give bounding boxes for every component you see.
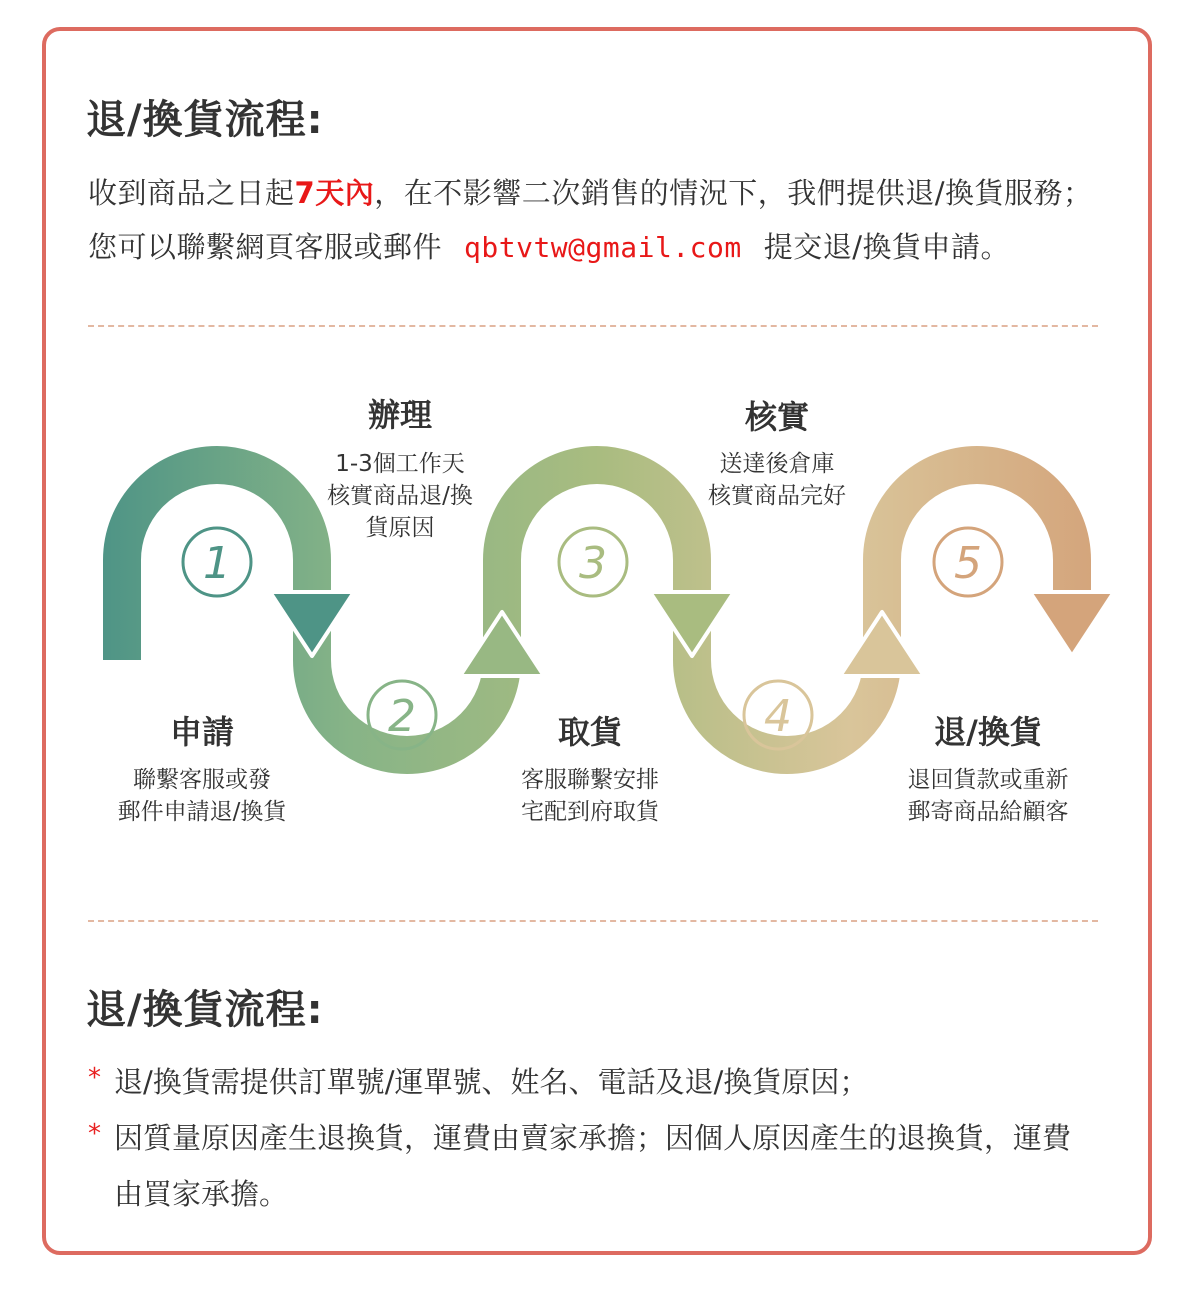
intro-text-after: 提交退/換貨申請。	[763, 230, 1011, 264]
intro-text-before: 收到商品之日起	[88, 176, 295, 210]
step-1-desc-line: 聯繫客服或發	[133, 767, 271, 793]
support-email-link[interactable]: qbtvtw@gmail.com	[464, 231, 742, 264]
note-text: 因質量原因產生退換貨，運費由賣家承擔；因個人原因產生的退換貨，運費由買家承擔。	[114, 1121, 1072, 1211]
intro-text-mid: ，在不影響二次銷售的情況下，我們提供退/換貨服務；您可以聯繫網頁客服或郵件	[88, 176, 1093, 264]
svg-text:2: 2	[388, 691, 416, 742]
bottom-divider	[88, 920, 1098, 922]
arrowhead-up-2	[460, 612, 544, 676]
section-title-return-process: 退/換貨流程:	[86, 97, 324, 143]
arrowhead-down-1	[270, 592, 354, 656]
note-text: 退/換貨需提供訂單號/運單號、姓名、電話及退/換貨原因；	[114, 1065, 869, 1099]
step-1-number-icon	[183, 528, 251, 596]
svg-text:3: 3	[579, 538, 607, 589]
step-4-title: 核實	[744, 398, 810, 436]
step-3-desc-line: 客服聯繫安排	[521, 767, 659, 793]
step-5-desc-line: 郵寄商品給顧客	[907, 799, 1069, 825]
step-4-number-icon	[744, 681, 812, 749]
step-2-title: 辦理	[367, 396, 433, 434]
svg-text:5: 5	[954, 538, 982, 589]
svg-text:1: 1	[203, 538, 231, 589]
flow-wave-band	[122, 465, 1072, 755]
step-4-desc-line: 核實商品完好	[708, 483, 846, 509]
section-title-return-requirements: 退/換貨流程:	[86, 987, 324, 1033]
step-2-number-icon	[368, 681, 436, 749]
step-5-desc-line: 退回貨款或重新	[907, 767, 1069, 793]
step-3-number-icon	[559, 528, 627, 596]
step-2-desc-line: 1-3個工作天	[335, 451, 465, 477]
list-item	[88, 1054, 1098, 1110]
step-2-desc-line: 核實商品退/換	[327, 483, 473, 509]
svg-text:4: 4	[764, 691, 792, 742]
step-2-desc-line: 貨原因	[365, 515, 435, 541]
asterisk-icon: *	[88, 1119, 101, 1149]
step-1-desc-line: 郵件申請退/換貨	[117, 799, 287, 825]
step-5-title: 退/換貨	[934, 713, 1042, 751]
list-item	[88, 1110, 1098, 1222]
arrowhead-up-4	[840, 612, 924, 676]
arrowhead-down-3	[650, 592, 734, 656]
step-5-number-icon	[934, 528, 1002, 596]
requirements-list	[88, 1054, 1098, 1222]
asterisk-icon: *	[88, 1063, 101, 1093]
arrowhead-down-5	[1030, 592, 1114, 656]
return-period-highlight: 7天內	[294, 176, 375, 210]
step-4-desc-line: 送達後倉庫	[719, 451, 835, 477]
step-1-title: 申請	[169, 713, 235, 751]
step-3-desc-line: 宅配到府取貨	[521, 799, 659, 825]
step-3-title: 取貨	[557, 713, 623, 751]
